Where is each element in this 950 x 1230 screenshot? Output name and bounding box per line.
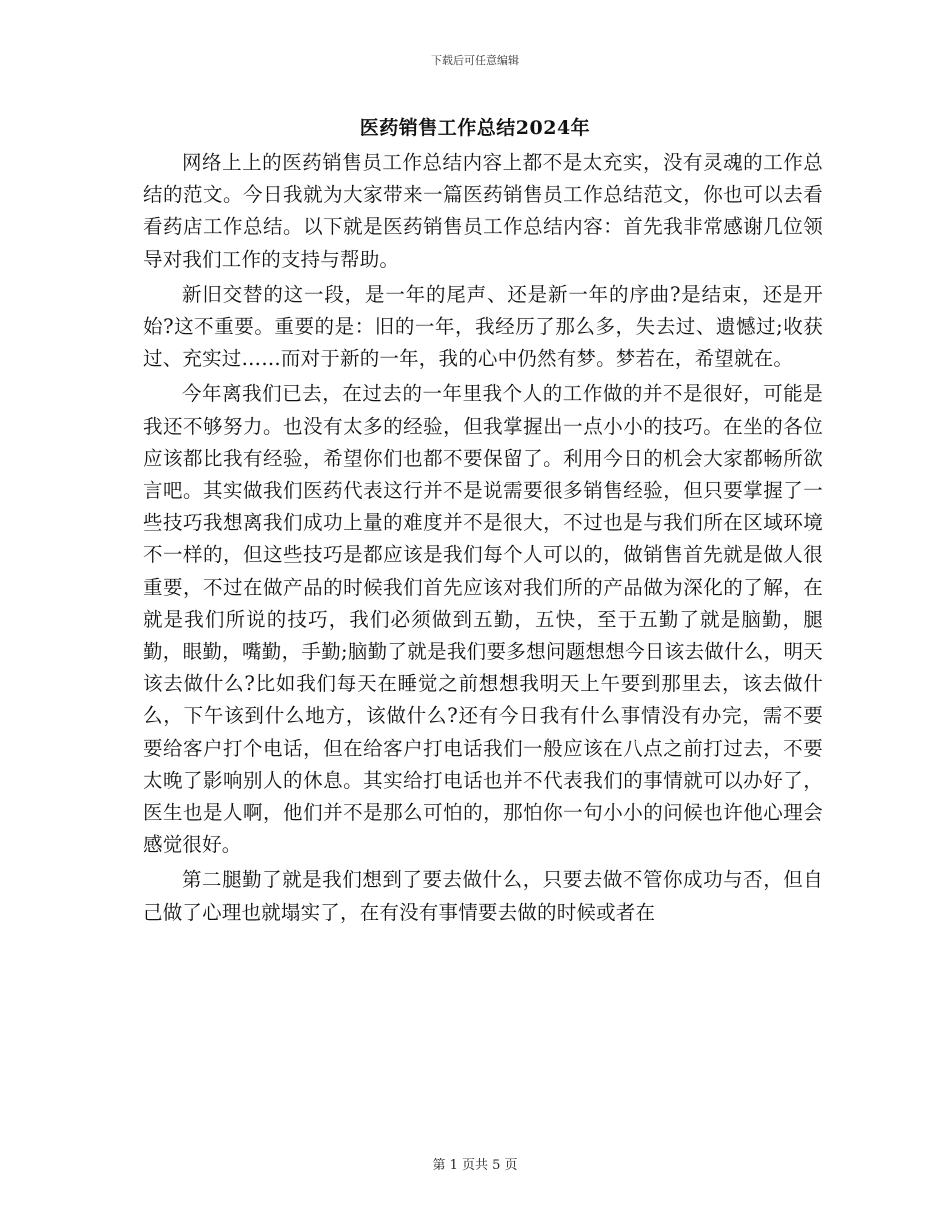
paragraph-2: 新旧交替的这一段，是一年的尾声、还是新一年的序曲?是结束，还是开始?这不重要。重要的是：旧的一年，我经历了那么多，失去过、遗憾过;收获过、充实过……而对于新的一年，我的心中仍然有梦。梦若在，希望就在。	[143, 282, 823, 371]
paragraph-3: 今年离我们已去，在过去的一年里我个人的工作做的并不是很好，可能是我还不够努力。也没有太多的经验，但我掌握出一点小小的技巧。在坐的各位应该都比我有经验，希望你们也都不要保留了。利用今日的机会大家都畅所欲言吧。其实做我们医药代表这行并不是说需要很多销售经验，但只要掌握了一些技巧我想离我们成功上量的难度并不是很大，不过也是与我们所在区域环境不一样的，但这些技巧是都应该是我们每个人可以的，做销售首先就是做人很重要，不过在做产品的时候我们首先应该对我们所的产品做为深化的了解，在就是我们所说的技巧，我们必须做到五勤，五快，至于五勤了就是脑勤，腿勤，眼勤，嘴勤，手勤;脑勤了就是我们要多想问题想想今日该去做什么，明天该去做什么?比如我们每天在睡觉之前想想我明天上午要到那里去，该去做什么，下午该到什么地方，该做什么?还有今日我有什么事情没有办完，需不要要给客户打个电话，但在给客户打电话我们一般应该在八点之前打过去，不要太晚了影响别人的休息。其实给打电话也并不代表我们的事情就可以办好了，医生也是人啊，他们并不是那么可怕的，那怕你一句小小的问候也许他心理会感觉很好。	[143, 382, 823, 857]
document-title: 医药销售工作总结2024年	[359, 117, 591, 139]
document-body	[143, 147, 823, 932]
page-footer: 第 1 页共 5 页	[432, 1158, 518, 1173]
paragraph-4: 第二腿勤了就是我们想到了要去做什么，只要去做不管你成功与否，但自己做了心理也就塌实了，在有没有事情要去做的时候或者在	[143, 868, 823, 924]
paragraph-1: 网络上上的医药销售员工作总结内容上都不是太充实，没有灵魂的工作总结的范文。今日我就为大家带来一篇医药销售员工作总结范文，你也可以去看看药店工作总结。以下就是医药销售员工作总结内容：首先我非常感谢几位领导对我们工作的支持与帮助。	[143, 151, 823, 271]
page-header: 下载后可任意编辑	[431, 54, 519, 67]
